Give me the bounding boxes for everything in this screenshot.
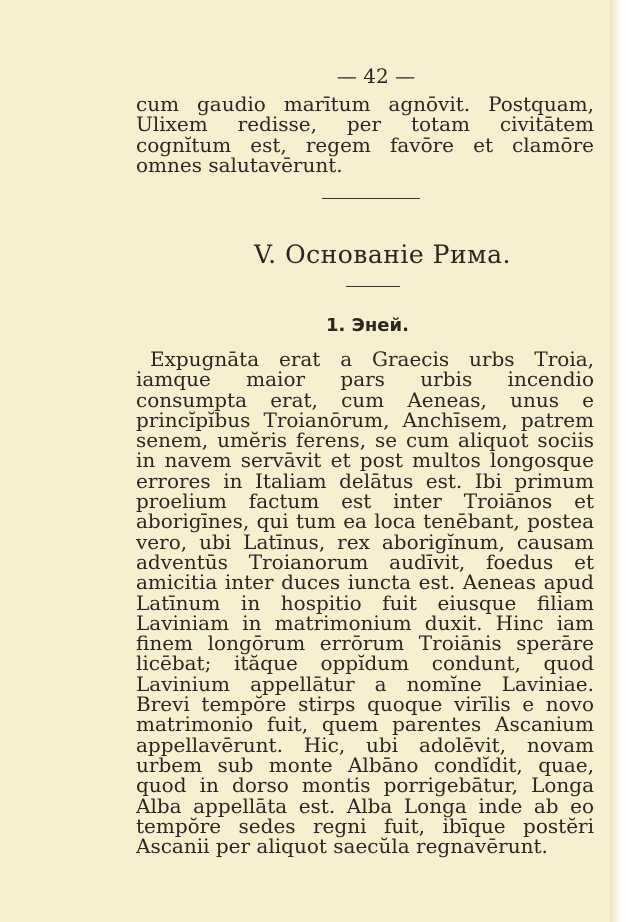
continuation-paragraph: cum gaudio marītum agnōvit. Postquam, Ulixem redisse, per totam civitātem cognĭtum est, regem favōre et clamōre omnes salutavērunt. <box>136 92 594 177</box>
heading-divider <box>346 286 400 287</box>
chapter-heading: V. Основаніе Рима. <box>254 240 511 269</box>
section-heading: 1. Эней. <box>326 315 409 336</box>
page-number: — 42 — <box>336 64 416 88</box>
section-divider <box>322 198 420 199</box>
story-paragraph: Expugnāta erat a Graecis urbs Troia, iamque maior pars urbis incendio consumpta erat, cum Aeneas, unus e princĭpĭbus Troianōrum, Anchīsem, patrem senem, umĕris ferens, se cum aliquot sociis in navem servāvit et post multos longosque errores in Italiam delātus est. Ibi primum proelium factum est inter Troiānos et aborigīnes, qui tum ea loca tenēbant, postea vero, ubi Latīnus, rex aborigĭnum, causam adventūs Troianorum audīvit, foedus et amicitia inter duces iuncta est. Aeneas apud Latīnum in hospitio fuit eiusque filiam Laviniam in matrimonium duxit. Hinc iam finem longōrum errōrum Troiānis sperāre licēbat; ităque oppĭdum condunt, quod Lavinium appellātur a nomĭne Laviniae. Brevi tempŏre stirps quoque virīlis e novo matrimonio fuit, quem parentes Ascanium appellavērunt. Hic, ubi adolēvit, novam urbem sub monte Albāno condĭdit, quae, quod in dorso montis porrigebātur, Longa Alba appellāta est. Alba Longa inde ab eo tempŏre sedes regni fuit, ibīque postĕri Ascanii per aliquot saecŭla regnavērunt. <box>136 347 594 859</box>
page-edge <box>610 0 626 922</box>
